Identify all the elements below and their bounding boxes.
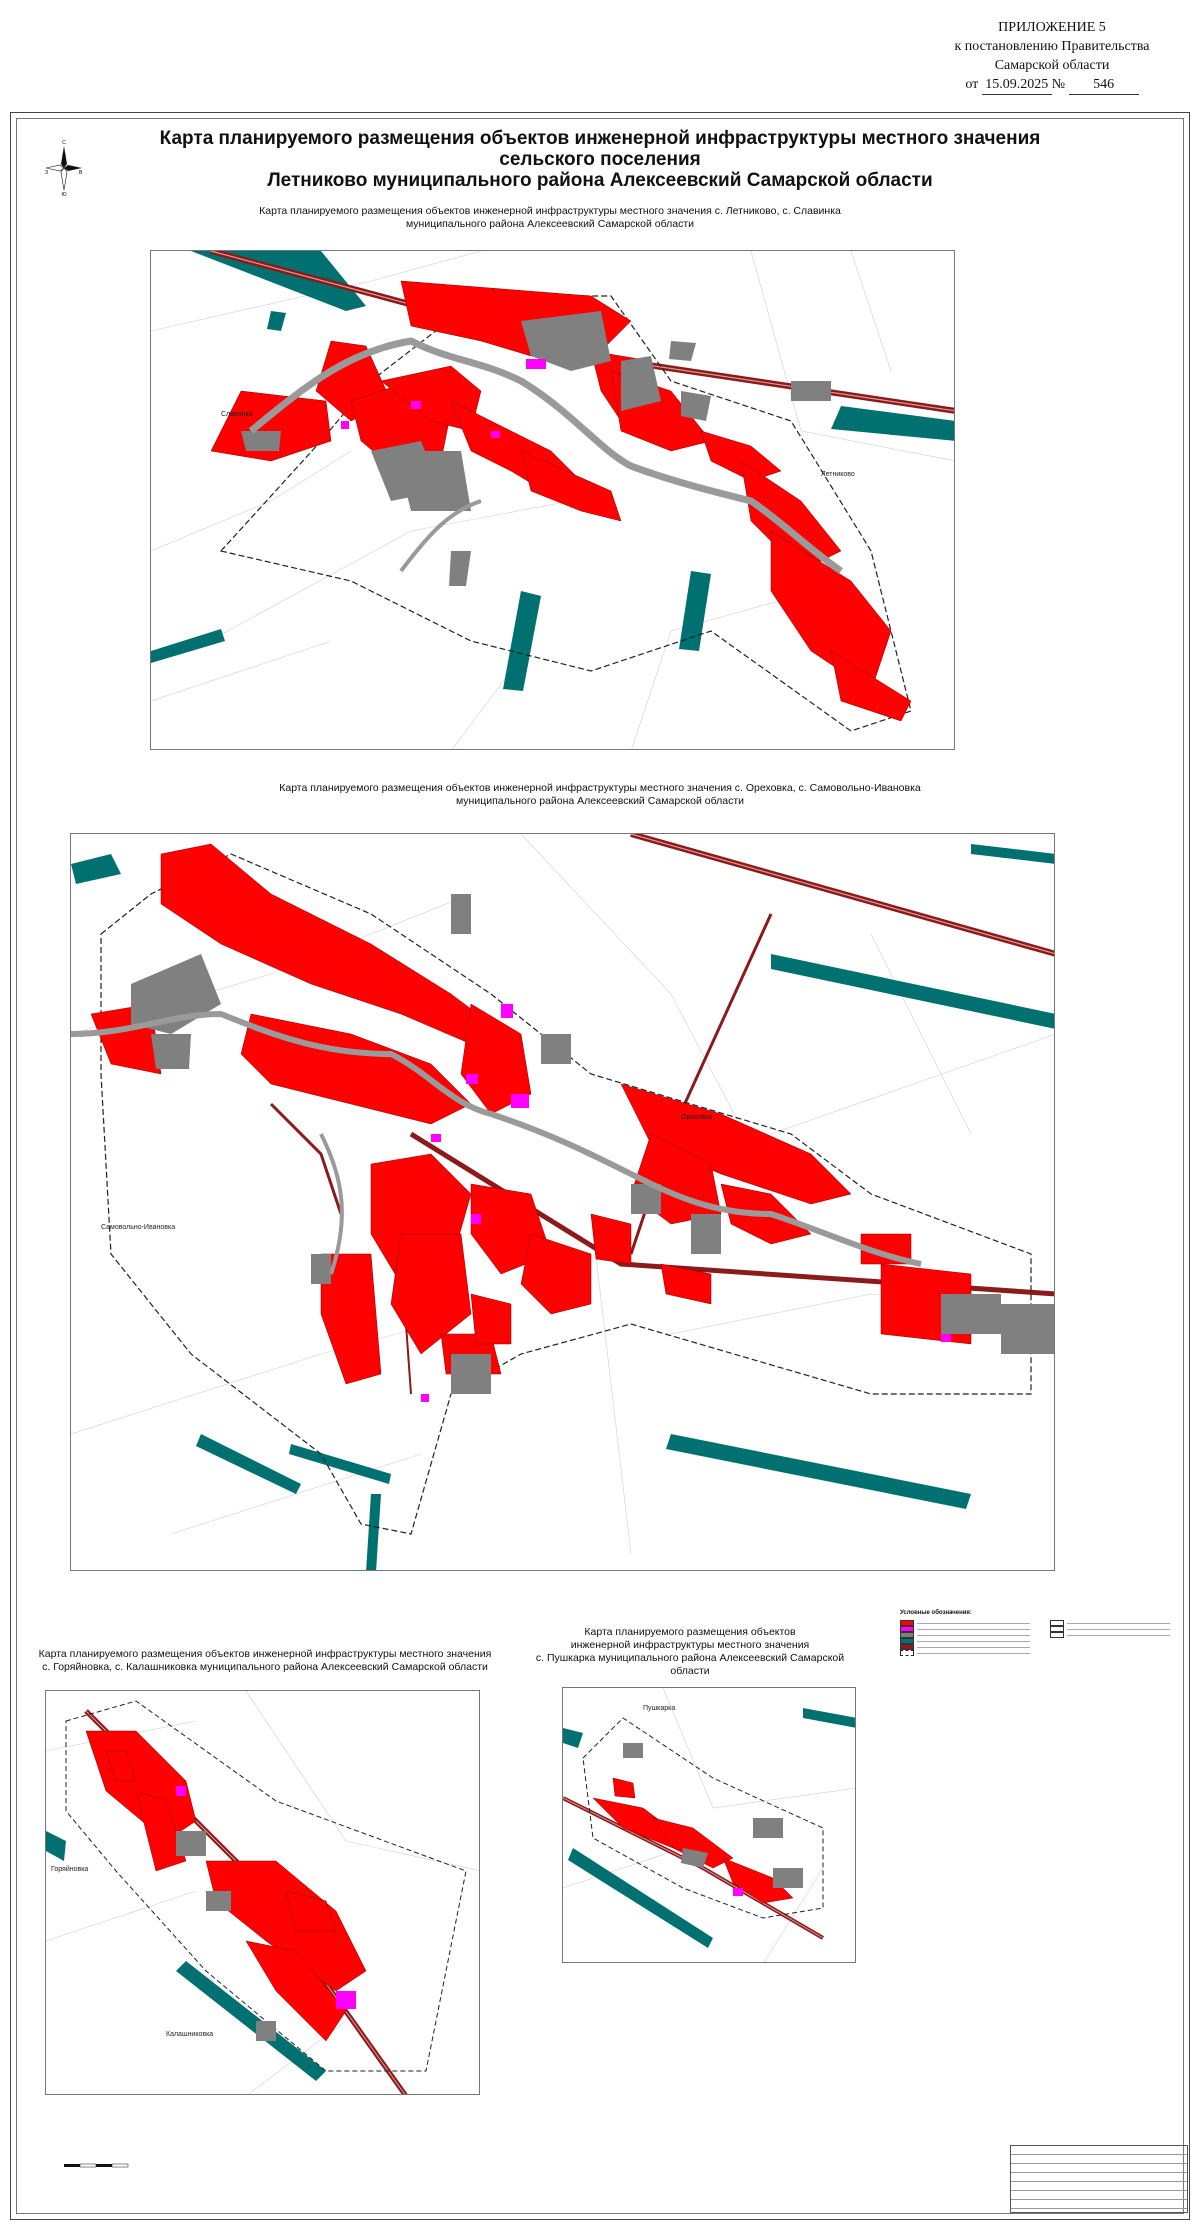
- scale-bar: [62, 2160, 132, 2174]
- legend-item-boundary: [900, 1650, 1030, 1656]
- map2-boundary: [101, 854, 1031, 1534]
- legend-column-right: [1050, 1620, 1170, 1656]
- map1-title-line2: муниципального района Алексеевский Самарской области: [405, 218, 695, 230]
- map2-label-samovolno: Самовольно-Ивановка: [101, 1224, 176, 1231]
- appendix-line2: к постановлению Правительства: [954, 39, 1150, 54]
- map2-water: [71, 844, 1055, 1571]
- appendix-date: 15.09.2025: [982, 75, 1052, 95]
- map3-label-goryainovka: Горяйновка: [51, 1866, 89, 1873]
- map2-residential-zones: [91, 844, 971, 1384]
- map4-title-line3: с. Пушкарка муниципального района Алексеевский Самарской области: [535, 1652, 845, 1677]
- map4-label-pushkarka: Пушкарка: [643, 1705, 676, 1712]
- appendix-no-sign: №: [1051, 77, 1066, 92]
- map2-title-line2: муниципального района Алексеевский Самарской области: [455, 795, 745, 807]
- compass-north: С: [62, 140, 66, 146]
- appendix-from: от: [965, 77, 979, 92]
- appendix-number-value: 546: [1069, 75, 1139, 95]
- appendix-header: [932, 18, 1172, 95]
- map4-public-zones: [733, 1888, 743, 1896]
- main-title-line2: Летниково муниципального района Алексеевский Самарской области: [267, 170, 933, 191]
- main-title: [120, 128, 1080, 191]
- map2-label-orekhovka: Ореховка: [681, 1114, 713, 1121]
- map4-title-line1: Карта планируемого размещения объектов: [584, 1626, 796, 1638]
- map-legend: [900, 1610, 1180, 2070]
- map3-label-kalashnikovka: Калашниковка: [166, 2031, 214, 2038]
- compass-west: З: [45, 170, 49, 176]
- map3-title: [30, 1648, 500, 1674]
- map2-title-line1: Карта планируемого размещения объектов инженерной инфраструктуры местного значения с. Ореховка, с. Самовольно-Ивановка: [279, 782, 921, 794]
- map3-goryainovka-kalashnikovka[interactable]: [45, 1690, 480, 2095]
- appendix-line3: Самарской области: [994, 58, 1110, 73]
- legend-heading: Условные обозначения:: [900, 1610, 972, 1616]
- map1-letnikovo-slavinka[interactable]: [150, 250, 955, 750]
- map3-title-line2: с. Горяйновка, с. Калашниковка муниципального района Алексеевский Самарской области: [42, 1661, 488, 1673]
- map1-title-line1: Карта планируемого размещения объектов инженерной инфраструктуры местного значения с. Летниково, с. Славинка: [259, 205, 841, 217]
- map1-title: [200, 205, 900, 231]
- appendix-date-line: [932, 75, 1172, 95]
- legend-column-left: [900, 1620, 1030, 1656]
- map3-title-line1: Карта планируемого размещения объектов инженерной инфраструктуры местного значения: [38, 1648, 492, 1660]
- compass-rose-icon: [44, 138, 84, 196]
- map2-orekhovka-samovolno-ivanovka[interactable]: [70, 833, 1055, 1571]
- map4-title: [520, 1626, 860, 1678]
- map4-water: [563, 1708, 856, 1948]
- map1-label-slavinka: Славинка: [221, 411, 253, 418]
- legend-item-misc-3: [1050, 1632, 1170, 1638]
- compass-east: В: [79, 170, 83, 176]
- map2-title: [200, 782, 1000, 808]
- main-title-line1: Карта планируемого размещения объектов инженерной инфраструктуры местного значения сельского поселения: [159, 128, 1041, 170]
- title-block-stamp: [1010, 2145, 1188, 2213]
- compass-south: Ю: [61, 192, 67, 196]
- appendix-number: ПРИЛОЖЕНИЕ 5: [998, 20, 1106, 35]
- map4-title-line2: инженерной инфраструктуры местного значения: [570, 1639, 810, 1651]
- map1-label-letnikovo: Летниково: [821, 471, 855, 478]
- map4-pushkarka[interactable]: [562, 1687, 856, 1963]
